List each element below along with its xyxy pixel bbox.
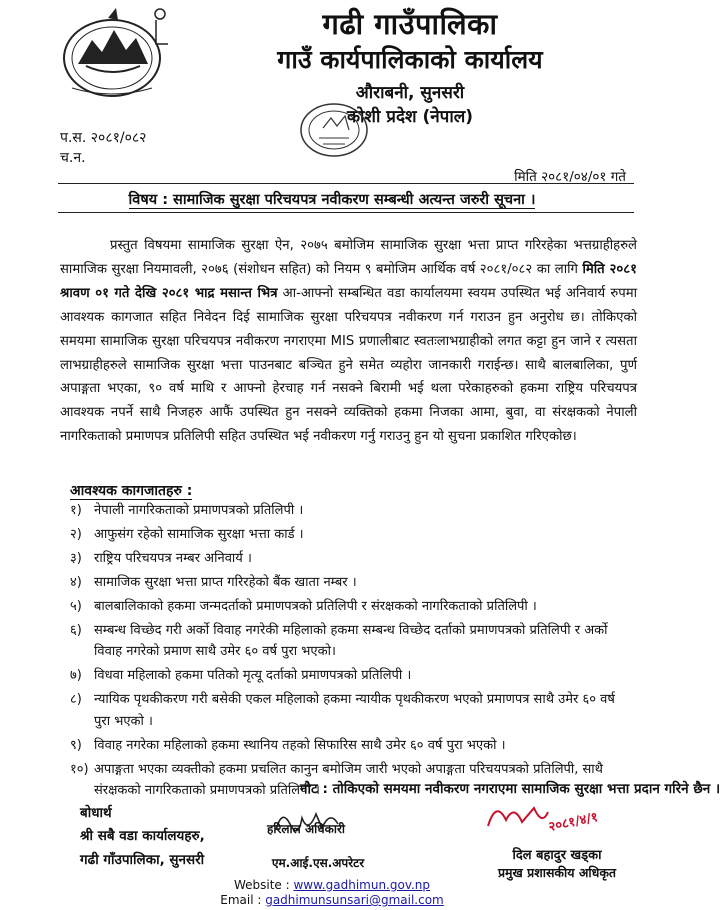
requirement-number: २) xyxy=(70,527,82,542)
website-label: Website : xyxy=(233,878,294,892)
office-province: कोशी प्रदेश (नेपाल) xyxy=(346,107,474,127)
divider xyxy=(58,212,634,213)
issue-date: मिति २०८१/०४/०१ गते xyxy=(514,169,626,185)
requirement-number: ८) xyxy=(70,692,82,708)
office-address: औराबनी, सुनसरी xyxy=(355,83,465,103)
requirement-text: विधवा महिलाको हकमा पतिको मृत्यू दर्ताको प्रमाणपत्रको प्रतिलिपी । xyxy=(94,668,412,684)
officer-name: हरिलाल अधिकारी xyxy=(267,822,345,836)
requirement-item xyxy=(70,572,635,593)
municipality-name: गढी गाउँपालिका xyxy=(322,7,498,41)
recipients-label: बोधार्थ xyxy=(80,805,112,821)
requirement-text: अपाङ्गता भएका व्यक्तीको हकमा प्रचलित कानुन बमोजिम जारी भएको अपाङ्गता परिचयपत्रको प्रतिलिपी, साथै संरक्षकको नागरिकताको प्रमाणपत्रको प्रतिलिपी । xyxy=(94,761,603,799)
requirement-text: सामाजिक सुरक्षा भत्ता प्राप्त गरिरहेको बैंक खाता नम्बर । xyxy=(94,575,357,590)
body-text: प्रस्तुत विषयमा सामाजिक सुरक्षा ऐन, २०७५ बमोजिम सामाजिक सुरक्षा भत्ता प्राप्त गरिरहेका भत्तग्राहीहरुले सामाजिक सुरक्षा नियमावली, २०७६ (संशोधन सहित) को नियम ९ बमोजिम आर्थिक वर्ष २०८१/०८२ का लागि xyxy=(60,238,637,277)
requirement-item xyxy=(70,620,635,663)
body-text: आ-आफ्नो सम्बन्धित वडा कार्यालयमा स्वयम उपस्थित भई अनिवार्य रुपमा आवश्यक कागजात सहित निवेदन दिई सामाजिक सुरक्षा परिचयपत्र नवीकरण गर्न गराउन हुन अनुरोध छ। तोकिएको समयमा सामाजिक सुरक्षा परिचयपत्र नवीकरण नगराएमा MIS प्रणालीबाट स्वतःलाभग्राहीको लगत कट्टा हुन जाने र त्यसता लाभग्राहीहरुले सामाजिक सुरक्षा भत्ता पाउनबाट बञ्चित हुने समेत व्यहोरा जानकारी गराईन्छ। साथै बालबालिका, पुर्ण अपाङ्गता भएका, ९० वर्ष माथि र आफ्नो हेरचाह गर्न नसक्ने बिरामी भई थला परेकाहरुको हकमा राष्ट्रिय परिचयपत्र आवश्यक नपर्ने साथै निजहरु आफैं उपस्थित हुन नसक्ने व्यक्तिको हकमा निजका आमा, बुवा, वा संरक्षकको नेपाली नागरिकताको प्रमाणपत्र प्रतिलिपी सहित उपस्थित भई नवीकरण गर्नु गराउनु हुन यो सुचना प्रकाशित गरिएकोछ। xyxy=(60,285,638,445)
requirement-item xyxy=(70,548,635,569)
requirement-number: ६) xyxy=(70,623,82,638)
requirement-item xyxy=(70,689,635,732)
office-name: गाउँ कार्यपालिकाको कार्यालय xyxy=(277,45,543,74)
website-link[interactable]: www.gadhimun.gov.np xyxy=(293,878,431,892)
requirement-number: ७) xyxy=(70,668,82,684)
requirement-text: बालबालिकाको हकमा जन्मदर्ताको प्रमाणपत्रको प्रतिलिपी र संरक्षकको नागरिकताको प्रतिलिपी । xyxy=(94,599,537,614)
requirement-text: सम्बन्ध विच्छेद गरी अर्को विवाह नगरेकी महिलाको हकमा सम्बन्ध विच्छेद दर्ताको प्रमाणपत्रको प्रतिलिपी र अर्को विवाह नगरेको प्रमाण साथै उमेर ६० वर्ष पुरा भएको। xyxy=(94,623,608,660)
requirement-item xyxy=(70,735,635,756)
requirements-heading-text: आवश्यक कागजातहरु : xyxy=(70,483,193,499)
officer-title: एम.आई.एस.अपरेटर xyxy=(271,856,365,870)
requirement-item xyxy=(70,665,635,686)
requirement-text: राष्ट्रिय परिचयपत्र नम्बर अनिवार्य । xyxy=(94,551,252,566)
requirement-text: आफुसंग रहेको सामाजिक सुरक्षा भत्ता कार्ड । xyxy=(94,527,304,542)
notice-body xyxy=(60,234,637,449)
office-seal xyxy=(297,100,371,160)
subject-text: विषय : सामाजिक सुरक्षा परिचयपत्र नवीकरण सम्बन्धी अत्यन्त जरुरी सूचना । xyxy=(128,192,536,208)
reference-number: प.स. २०८१/०८२ xyxy=(60,130,147,146)
requirement-number: ३) xyxy=(70,551,82,566)
email-link[interactable]: gadhimunsunsari@gmail.com xyxy=(265,893,444,907)
requirement-text: न्यायिक पृथकीकरण गरी बसेकी एकल महिलाको हकमा न्यायीक पृथकीकरण भएको प्रमाणपत्र साथै उमेर ६० वर्ष पुरा भएको । xyxy=(94,692,615,729)
deadline-highlight: मिति २०८१ श्रावण ०१ गते देखि २०८१ भाद्र मसान्त भित्र xyxy=(60,261,637,301)
signature-date: २०८१/४/१ xyxy=(547,809,600,836)
dispatch-number: च.न. xyxy=(60,150,86,166)
requirement-text: नेपाली नागरिकताको प्रमाणपत्रको प्रतिलिपी । xyxy=(94,503,304,518)
requirement-number: १) xyxy=(70,503,82,518)
requirements-heading xyxy=(70,481,192,500)
requirement-item xyxy=(70,524,635,545)
note: नोट : तोकिएको समयमा नवीकरण नगराएमा सामाजिक सुरक्षा भत्ता प्रदान गरिने छैन । xyxy=(300,781,720,797)
requirement-number: ९) xyxy=(70,737,82,753)
chief-name: दिल बहादुर खड्का xyxy=(512,848,602,863)
requirement-item xyxy=(70,596,635,617)
footer-website xyxy=(0,878,664,892)
recipients-line: गढी गाँउपालिका, सुनसरी xyxy=(80,852,205,868)
requirement-text: विवाह नगरेका महिलाको हकमा स्थानिय तहको सिफारिस साथै उमेर ६० वर्ष पुरा भएको । xyxy=(94,737,506,753)
requirement-number: ४) xyxy=(70,575,82,590)
divider xyxy=(58,183,634,184)
municipality-emblem xyxy=(56,4,178,100)
requirements-list xyxy=(70,500,635,804)
requirement-number: १०) xyxy=(70,761,89,777)
recipients-line: श्री सबै वडा कार्यालयहरु, xyxy=(80,828,205,844)
email-label: Email : xyxy=(220,893,266,907)
requirement-item xyxy=(70,500,635,521)
subject-line xyxy=(0,189,664,209)
requirement-number: ५) xyxy=(70,599,82,614)
footer-email xyxy=(0,893,664,907)
chief-title: प्रमुख प्रशासकीय अधिकृत xyxy=(497,865,617,880)
